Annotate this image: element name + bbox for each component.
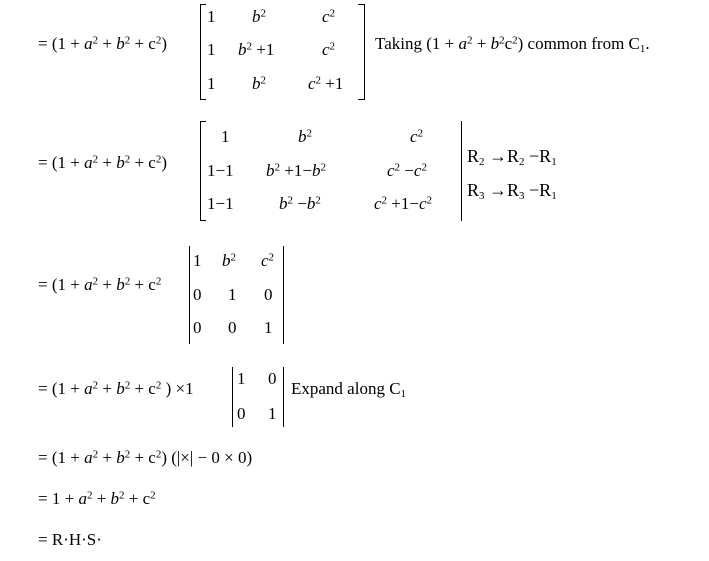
- block3-prefix: = ($1 + a^2 + b^2 + c^2$: [38, 275, 162, 294]
- block1-cell-1-3: $c^2$: [322, 7, 336, 26]
- block3-left-bar: [189, 246, 190, 344]
- block2-cell-3-3: $c^2 +1-c^2$: [374, 194, 433, 213]
- block2-prefix: = $(1 + a^2 + b^2 + c^2)$: [38, 153, 167, 172]
- block1-right-bracket: [364, 4, 365, 100]
- block1-cell-1-1: 1: [207, 7, 216, 26]
- block2-cell-2-1: 1−1: [207, 161, 234, 180]
- block1-cell-3-1: 1: [207, 74, 216, 93]
- block2-cell-3-2: $b^2 -b^2$: [279, 194, 321, 213]
- block1-cell-3-2: $b^2$: [252, 74, 266, 93]
- block4-cell-2-1: 0: [237, 404, 246, 423]
- block1-cell-2-3: $c^2$: [322, 40, 336, 59]
- block1-left-bracket: [200, 4, 201, 100]
- block3-cell-1-1: 1: [193, 251, 202, 270]
- block4-left-bar: [232, 367, 233, 427]
- block3-cell-3-2: 0: [228, 318, 237, 337]
- block4-cell-2-2: 1: [268, 404, 277, 423]
- block3-cell-1-3: $c^2$: [261, 251, 275, 270]
- block3-cell-2-3: 0: [264, 285, 273, 304]
- block2-op-1: $R_2 \to R_2 -R_1$: [467, 146, 557, 168]
- block3-cell-2-2: 1: [228, 285, 237, 304]
- block2-left-bracket: [200, 121, 201, 221]
- block4-cell-1-2: 0: [268, 369, 277, 388]
- block1-cell-1-2: $b^2$: [252, 7, 266, 26]
- block3-cell-3-3: 1: [264, 318, 273, 337]
- block1-prefix: = $(1 + a^2 + b^2 + c^2)$: [38, 34, 167, 53]
- block2-cell-3-1: 1−1: [207, 194, 234, 213]
- block3-right-bar: [283, 246, 284, 344]
- block2-cell-2-3: $c^2 -c^2$: [387, 161, 427, 180]
- line7: = R·H·S·: [38, 530, 102, 549]
- block4-note: Expand along $C_1$: [291, 379, 407, 400]
- block4-cell-1-1: 1: [237, 369, 246, 388]
- block2-op-2: $R_3 \to R_3 -R_1$: [467, 180, 557, 202]
- line6: = $1 + a^2 + b^2 + c^2$: [38, 489, 156, 508]
- block4-right-bar: [283, 367, 284, 427]
- block2-cell-1-2: $b^2$: [298, 127, 312, 146]
- block4-prefix: = ($1 + a^2 + b^2 + c^2$ ) ×1: [38, 379, 194, 398]
- block2-cell-2-2: $b^2 +1-b^2$: [266, 161, 326, 180]
- block1-note: Taking $(1 + a^2 + b^2c^2)$ common from $C_1$.: [375, 34, 650, 55]
- block3-cell-3-1: 0: [193, 318, 202, 337]
- block2-right-bar: [461, 121, 462, 221]
- block3-cell-2-1: 0: [193, 285, 202, 304]
- block1-cell-3-3: $c^2 +1$: [308, 74, 344, 93]
- block2-cell-1-1: 1: [221, 127, 230, 146]
- block1-cell-2-1: 1: [207, 40, 216, 59]
- block2-cell-1-3: $c^2$: [410, 127, 424, 146]
- block1-cell-2-2: $b^2 +1$: [238, 40, 275, 59]
- line5: = $(1 + a^2 + b^2 + c^2)$ (|×| − 0 × 0): [38, 448, 253, 467]
- block3-cell-1-2: $b^2$: [222, 251, 236, 270]
